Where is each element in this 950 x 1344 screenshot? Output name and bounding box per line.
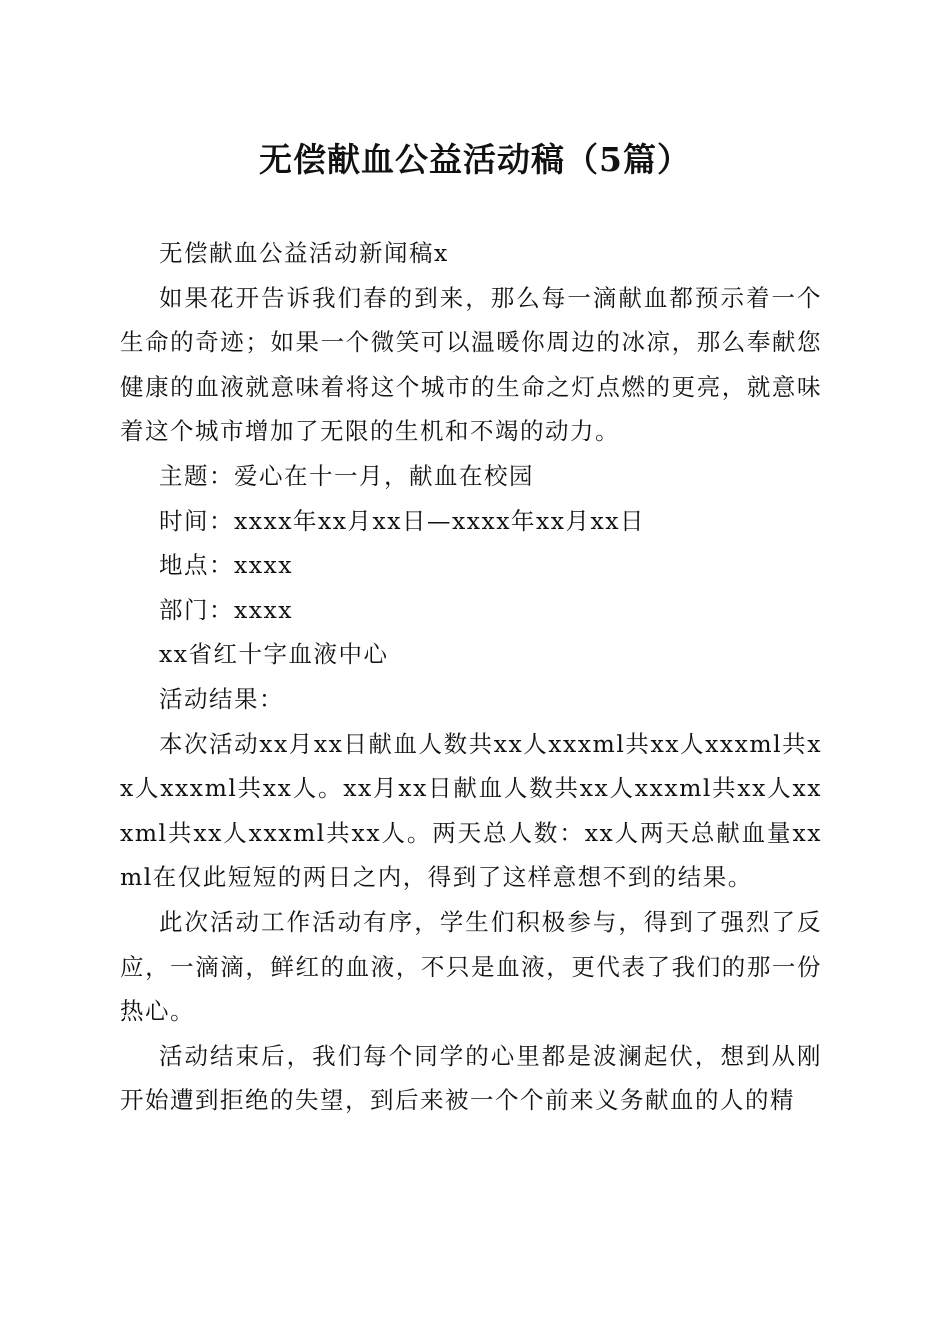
paragraph-intro: 如果花开告诉我们春的到来，那么每一滴献血都预示着一个生命的奇迹；如果一个微笑可以温暖你周边的冰凉，那么奉献您健康的血液就意味着将这个城市的生命之灯点燃的更亮，就意味着这个城市增加了无限的生机和不竭的动力。: [120, 283, 822, 446]
paragraph-activity: 此次活动工作活动有序，学生们积极参与，得到了强烈了反应，一滴滴，鲜红的血液，不只是血液，更代表了我们的那一份热心。: [120, 907, 822, 1026]
paragraph-results-heading: 活动结果：: [159, 684, 284, 713]
document-title: 无偿献血公益活动稿（5篇）: [259, 140, 691, 179]
paragraph-location: 地点：xxxx: [159, 551, 294, 580]
paragraph-organizer: xx省红十字血液中心: [159, 640, 389, 669]
paragraph-department: 部门：xxxx: [159, 595, 294, 624]
paragraph-reflection: 活动结束后，我们每个同学的心里都是波澜起伏，想到从刚开始遭到拒绝的失望，到后来被一个个前来义务献血的人的精: [120, 1041, 822, 1115]
paragraph-results: 本次活动xx月xx日献血人数共xx人xxxml共xx人xxxml共xx人xxxml共xx人。xx月xx日献血人数共xx人xxxml共xx人xxxml共xx人xxxml共xx人。两天总人数：xx人两天总献血量xxml在仅此短短的两日之内，得到了这样意想不到的结果。: [120, 729, 822, 892]
paragraph-time: 时间：xxxx年xx月xx日—xxxx年xx月xx日: [159, 506, 646, 535]
paragraph-theme: 主题：爱心在十一月，献血在校园: [159, 461, 534, 490]
document-body: [120, 231, 822, 1123]
paragraph-subtitle: 无偿献血公益活动新闻稿x: [159, 239, 449, 267]
